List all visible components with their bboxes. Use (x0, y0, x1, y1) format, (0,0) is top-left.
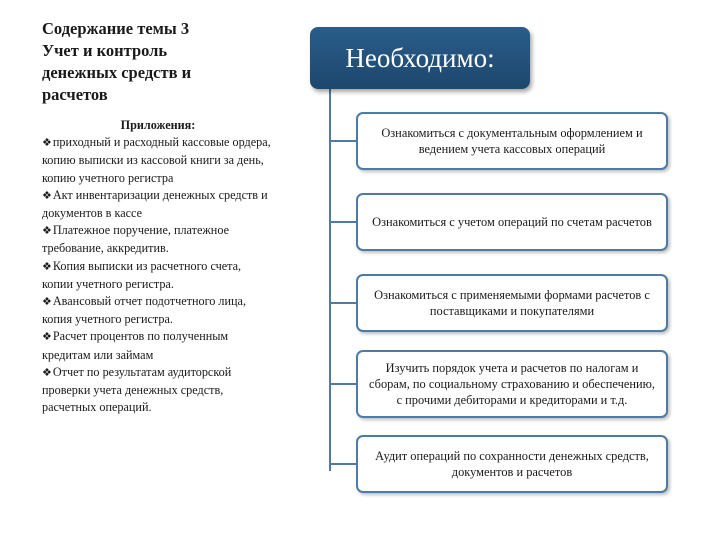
title-line-3: денежных средств и (42, 63, 192, 82)
task-text-1: Ознакомиться с документальным оформлением и ведением учета кассовых операций (381, 126, 643, 156)
appendix-item-text: Акт инвентаризации денежных средств и документов в кассе (42, 187, 268, 221)
title-line-1: Содержание темы 3 (42, 19, 190, 38)
diamond-checkmark-bullet-icon: ❖ (42, 137, 52, 150)
title-line-4: расчетов (42, 85, 108, 104)
task-text-2: Ознакомиться с учетом операций по счетам расчетов (372, 215, 652, 229)
task-box-3 (356, 274, 668, 332)
appendix-item-text: Отчет по результатам аудиторской проверки учета денежных средств, расчетных операций. (42, 364, 232, 415)
diamond-checkmark-bullet-icon: ❖ (42, 296, 52, 309)
header-necessary (310, 27, 530, 89)
task-box-5 (356, 435, 668, 493)
task-box-4 (356, 350, 668, 418)
task-text-5: Аудит операций по сохранности денежных средств, документов и расчетов (375, 449, 649, 479)
header-text: Необходимо: (345, 42, 495, 73)
appendix-item-text: Авансовый отчет подотчетного лица, копия учетного регистра. (42, 294, 247, 327)
diamond-checkmark-bullet-icon: ❖ (42, 260, 52, 273)
task-text-3: Ознакомиться с применяемыми формами расчетов с поставщиками и покупателями (374, 288, 650, 318)
task-box-1 (356, 112, 668, 170)
appendix-heading: Приложения: (120, 118, 196, 132)
appendix-item-text: приходный и расходный кассовые ордера, копию выписки из кассовой книги за день, копию учетного регистра (42, 135, 271, 185)
appendix-item-text: Расчет процентов по полученным кредитам или займам (42, 329, 229, 362)
task-box-2 (356, 193, 668, 251)
diamond-checkmark-bullet-icon: ❖ (42, 189, 52, 202)
diamond-checkmark-bullet-icon: ❖ (42, 225, 52, 238)
diamond-checkmark-bullet-icon: ❖ (42, 331, 52, 344)
task-text-4: Изучить порядок учета и расчетов по налогам и сборам, по социальному страхованию и обеспечению, с прочими дебиторами и кредиторами и т.д. (369, 361, 655, 407)
diamond-checkmark-bullet-icon: ❖ (42, 366, 52, 379)
appendix-item-text: Копия выписки из расчетного счета, копии учетного регистра. (42, 258, 242, 291)
title-line-2: Учет и контроль (42, 41, 168, 60)
appendix-item-text: Платежное поручение, платежное требование, аккредитив. (42, 223, 229, 256)
